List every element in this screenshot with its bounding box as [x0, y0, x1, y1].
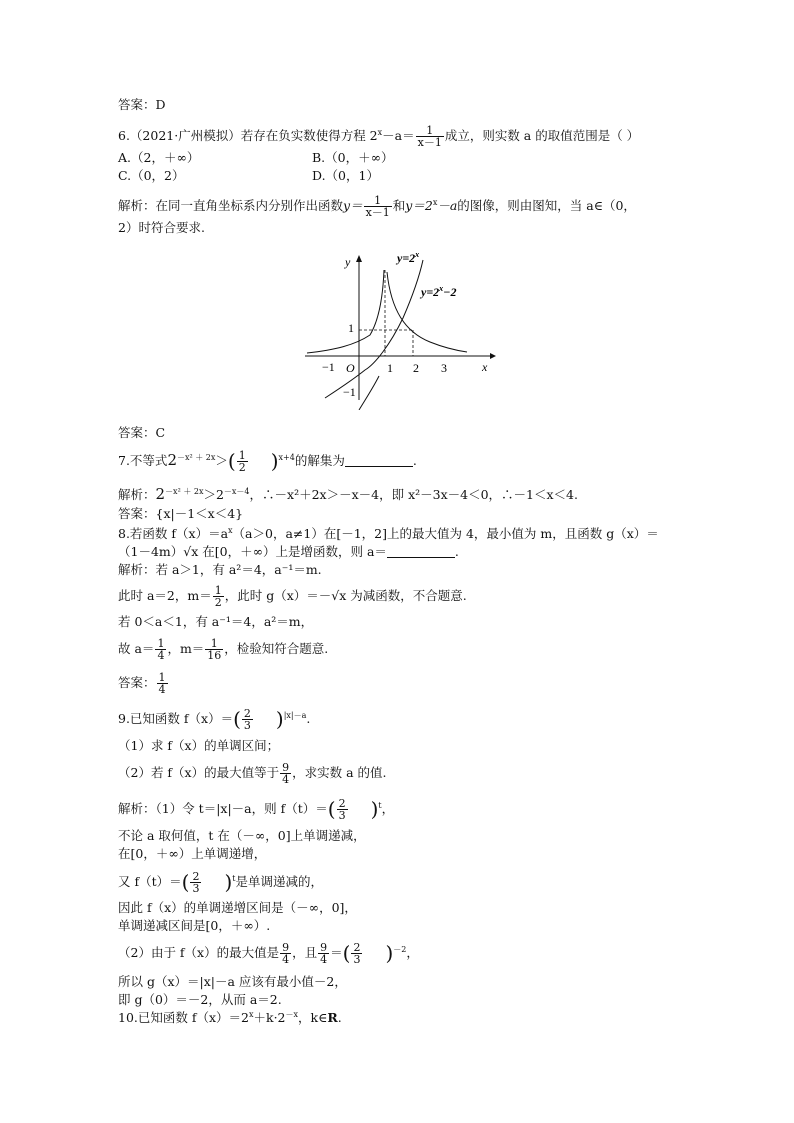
option-d: D.（0，1） [312, 168, 379, 183]
curve-2x-minus-a [359, 376, 379, 410]
option-b: B.（0，＋∞） [312, 150, 394, 165]
x-axis-arrow [490, 353, 496, 359]
question-8: 8.若函数 $f(x)=a^x(a>0$，a≠1）在[－1，2]上的最大值为 4，最小值为 m，且函数 g（x）＝ [118, 526, 659, 541]
solution-9-g: （2）由于 f（x）的最大值是 $\frac{9}{4}$ ，且 $\frac{9}{4}$ ＝( $\frac{2}{3}$ )$^{-2}$， [118, 941, 419, 966]
solution-7: 解析：$2^{-x^2 + 2x}>2^{-x-4}$，∴－x²＋2x＞－x－4，即 x²－3x－4＜0，∴－1＜x＜4. [118, 485, 578, 503]
solution-9-b: 不论 a 取何值，t 在（－∞，0]上单调递减， [118, 828, 366, 843]
question-6: 6.（2021·广州模拟）若存在负实数使得方程 $2^x-a=$ $\frac{1}{x-1}$ 成立，则实数 a 的取值范围是（ ） [118, 124, 640, 149]
x-axis-label: x [482, 360, 488, 374]
fraction-half: $\frac{1}{2}$ [238, 449, 246, 474]
solution-6-cont: 2）时符合要求. [118, 220, 205, 235]
curve-reciprocal-right [387, 272, 467, 352]
fraction-nine-quarters: $\frac{9}{4}$ [282, 941, 290, 966]
tick-x-neg1: −1 [322, 360, 335, 374]
fraction-nine-quarters: $\frac{9}{4}$ [282, 761, 290, 786]
curve-2x [325, 260, 423, 398]
question-10: 10.已知函数 $f(x)=2^x+k\cdot 2^{-x}$，k∈R. [118, 1010, 342, 1025]
question-9-part1: （1）求 f（x）的单调区间； [118, 738, 280, 753]
curve2-label: $y=2^x-2$ [421, 284, 457, 299]
fraction-two-thirds: $\frac{2}{3}$ [243, 707, 251, 732]
origin-label: O [346, 361, 355, 375]
fraction: $\frac{1}{x-1}$ [417, 124, 442, 149]
solution-8-c: 若 0＜a＜1，有 a⁻¹＝4，a²＝m， [118, 614, 314, 629]
curve-reciprocal-left [307, 270, 384, 353]
question-8-cont: （1－4m）√x 在[0，＋∞）上是增函数，则 a＝ . [118, 544, 459, 559]
tick-y-neg1: −1 [343, 385, 356, 399]
function-graph [295, 250, 500, 410]
question-9: 9.已知函数 f（x）＝( $\frac{2}{3}$ )$^{|x|-a}$. [118, 707, 311, 732]
question-9-part2: （2）若 f（x）的最大值等于 $\frac{9}{4}$ ，求实数 a 的值. [118, 761, 387, 786]
tick-y-1: 1 [348, 321, 354, 335]
option-a: A.（2，＋∞） [118, 150, 200, 165]
fraction: $\frac{1}{x-1}$ [365, 194, 390, 219]
answer-prev: 答案：D [118, 97, 166, 112]
fraction-quarter: $\frac{1}{4}$ [157, 637, 165, 662]
solution-6: 解析：在同一直角坐标系内分别作出函数y＝ $\frac{1}{x-1}$ 和$y=2^x-a$的图像，则由图知，当 a∈（0， [118, 194, 636, 219]
question-7: 7.不等式$2^{-x^2 + 2x}>$( $\frac{1}{2}$ )$^{x+4}$的解集为 . [118, 449, 417, 474]
answer-8: 答案： $\frac{1}{4}$ [118, 671, 166, 696]
fraction-sixteenth: $\frac{1}{16}$ [207, 637, 222, 662]
answer-7: 答案：{x|－1＜x＜4} [118, 506, 244, 521]
fraction-quarter: $\frac{1}{4}$ [158, 671, 166, 696]
fraction-two-thirds: $\frac{2}{3}$ [338, 797, 346, 822]
tick-x-3: 3 [441, 361, 447, 375]
solution-9-c: 在[0，＋∞）上单调递增， [118, 846, 267, 861]
answer-6: 答案：C [118, 425, 166, 440]
y-axis-label: y [345, 255, 351, 269]
solution-8-d: 故 a＝ $\frac{1}{4}$ ，m＝ $\frac{1}{16}$ ，检验知符合题意. [118, 637, 329, 662]
solution-9-d: 又 f（t）＝( $\frac{2}{3}$ )$^t$是单调递减的， [118, 870, 323, 895]
option-c: C.（0，2） [118, 168, 185, 183]
solution-8-b: 此时 a＝2，m＝ $\frac{1}{2}$ ，此时 g（x）＝－√x 为减函数，不合题意. [118, 584, 467, 609]
tick-x-2: 2 [413, 361, 419, 375]
tick-x-1: 1 [387, 361, 393, 375]
fraction-nine-quarters: $\frac{9}{4}$ [320, 941, 328, 966]
solution-9-a: 解析：（1）令 t＝|x|－a，则 f（t）＝( $\frac{2}{3}$ )$^t$， [118, 797, 395, 822]
fraction-two-thirds: $\frac{2}{3}$ [192, 870, 200, 895]
solution-9-h: 所以 g（x）＝|x|－a 应该有最小值－2， [118, 974, 347, 989]
solution-9-i: 即 g（0）＝－2，从而 a＝2. [118, 992, 282, 1007]
solution-9-e: 因此 f（x）的单调递增区间是（－∞，0]， [118, 900, 357, 915]
curve1-label: $y=2^x$ [397, 250, 420, 265]
answer-blank [387, 545, 455, 558]
answer-blank [345, 454, 413, 467]
solution-8: 解析：若 a＞1，有 a²＝4，a⁻¹＝m. [118, 562, 322, 577]
y-axis-arrow [356, 255, 362, 262]
solution-9-f: 单调递减区间是[0，＋∞）. [118, 918, 271, 933]
fraction-two-thirds: $\frac{2}{3}$ [353, 941, 361, 966]
fraction-half: $\frac{1}{2}$ [214, 584, 222, 609]
